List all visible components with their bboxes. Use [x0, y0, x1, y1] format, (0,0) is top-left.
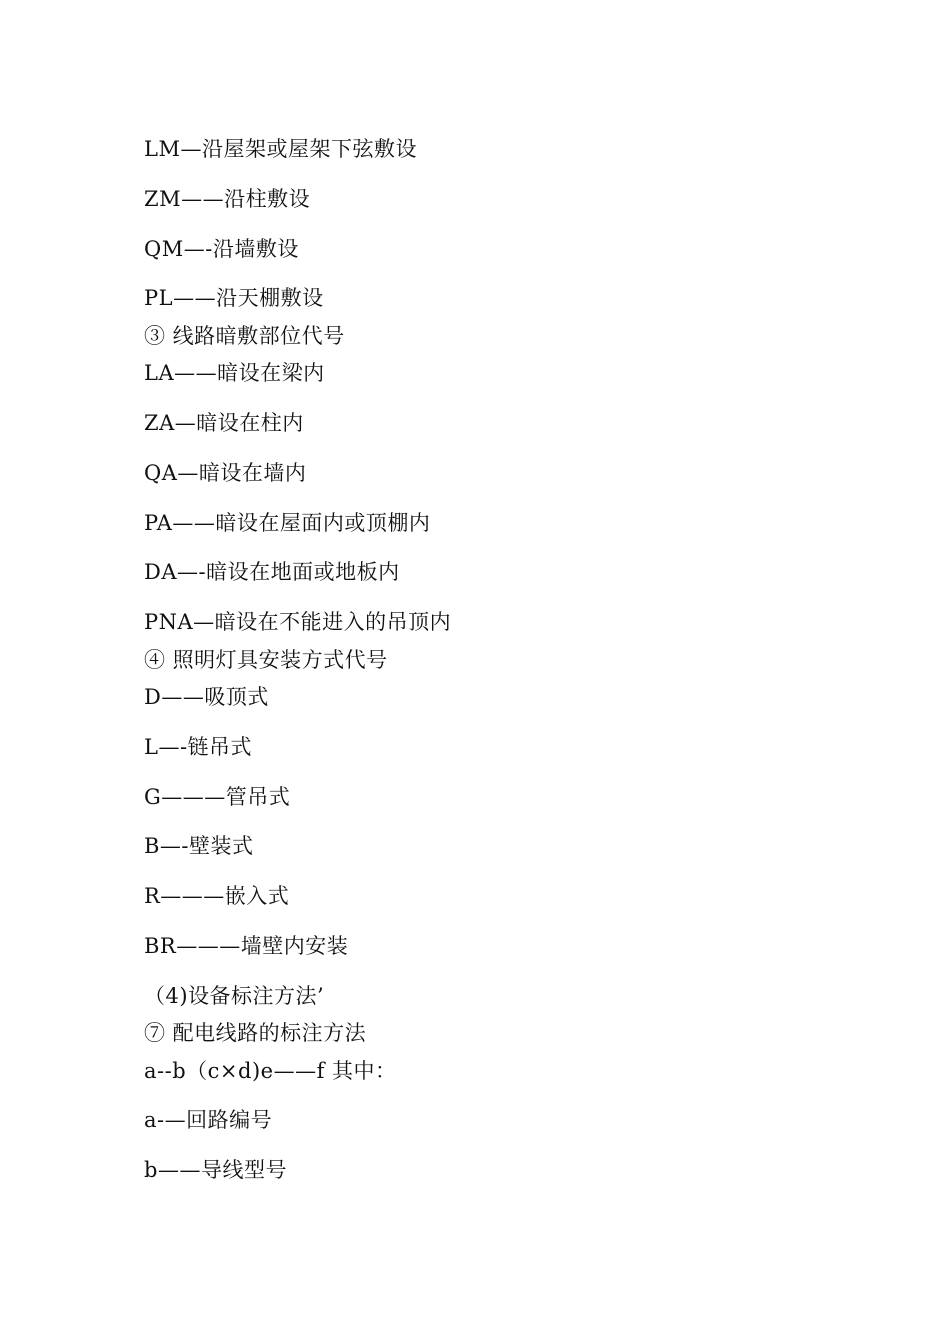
section-heading-lighting: ④ 照明灯具安装方式代号 — [144, 648, 388, 672]
code-za: ZA—暗设在柱内 — [144, 411, 304, 435]
section-heading-concealed: ③ 线路暗敷部位代号 — [144, 324, 345, 348]
code-d: D——吸顶式 — [144, 685, 269, 709]
code-b: B—-壁装式 — [144, 834, 254, 858]
code-zm: ZM——沿柱敷设 — [144, 187, 311, 211]
code-da: DA—-暗设在地面或地板内 — [144, 560, 400, 584]
formula-line: a--b（c×d)e——f 其中： — [144, 1059, 397, 1083]
section-heading-distribution: ⑦ 配电线路的标注方法 — [144, 1021, 367, 1045]
code-la: LA——暗设在梁内 — [144, 361, 325, 385]
def-b: b——导线型号 — [144, 1158, 287, 1182]
code-qm: QM—-沿墙敷设 — [144, 237, 299, 261]
section-heading-equipment: （4)设备标注方法’ — [144, 984, 325, 1008]
code-l: L—-链吊式 — [144, 735, 253, 759]
code-g: G———管吊式 — [144, 785, 291, 809]
code-lm: LM—沿屋架或屋架下弦敷设 — [144, 137, 417, 161]
code-br: BR———墙壁内安装 — [144, 934, 349, 958]
code-qa: QA—暗设在墙内 — [144, 461, 307, 485]
code-pna: PNA—暗设在不能进入的吊顶内 — [144, 610, 452, 634]
code-pl: PL——沿天棚敷设 — [144, 286, 324, 310]
code-pa: PA——暗设在屋面内或顶棚内 — [144, 511, 431, 535]
code-r: R———嵌入式 — [144, 884, 290, 908]
def-a: a-—回路编号 — [144, 1108, 273, 1132]
